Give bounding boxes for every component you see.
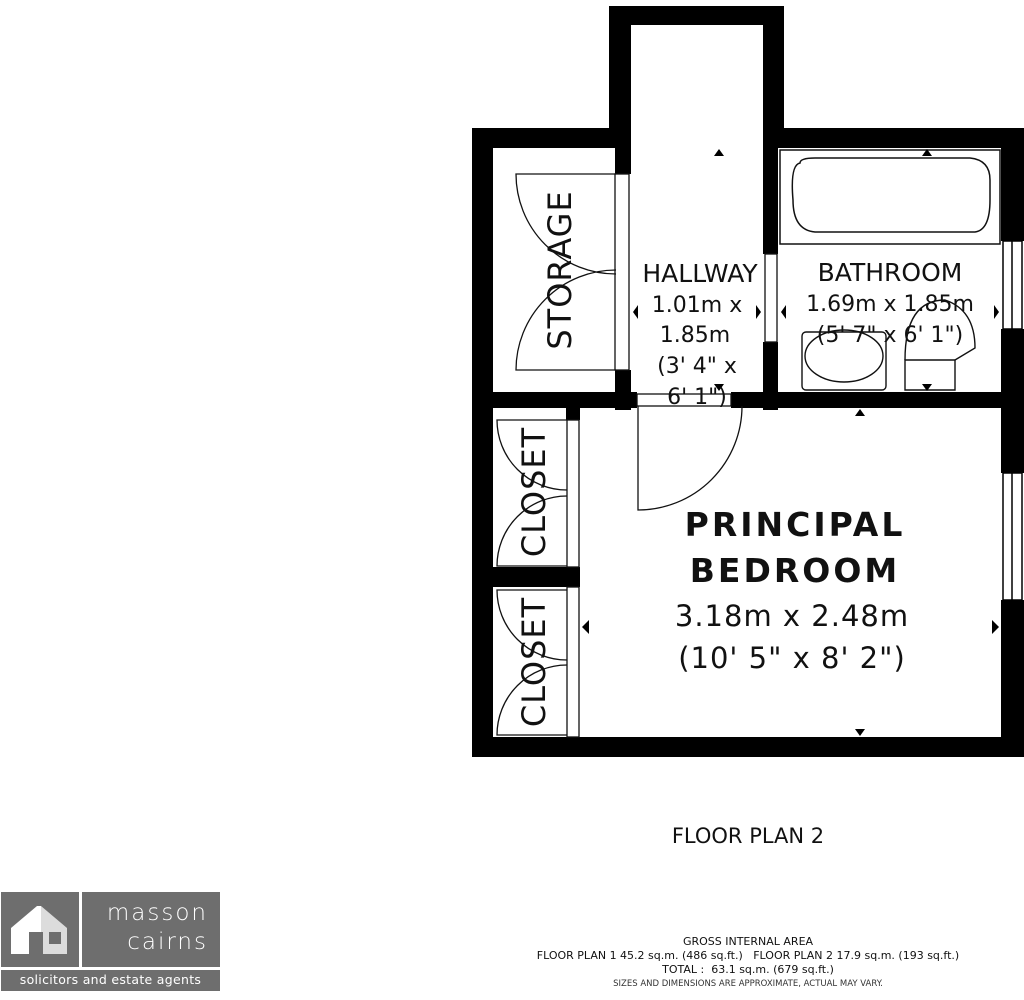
bedroom-door xyxy=(637,394,742,510)
bedroom-name-2: BEDROOM xyxy=(689,551,901,590)
hallway-dim-4: 6' 1") xyxy=(667,385,727,410)
logo-word-2: cairns xyxy=(127,929,208,955)
bathroom-label xyxy=(806,258,974,348)
area-disclaimer: SIZES AND DIMENSIONS ARE APPROXIMATE, ACTUAL MAY VARY. xyxy=(613,979,883,989)
area-total: TOTAL : 63.1 sq.m. (679 sq.ft.) xyxy=(662,963,834,976)
hallway-label xyxy=(642,259,758,410)
house-icon xyxy=(1,892,79,967)
area-heading: GROSS INTERNAL AREA xyxy=(682,935,814,948)
hallway-dim-1: 1.01m x xyxy=(651,293,743,318)
logo-tagline-box xyxy=(1,970,220,991)
closet-lower-label: CLOSET xyxy=(515,596,553,728)
hallway-name: HALLWAY xyxy=(642,259,758,288)
hallway-dim-3: (3' 4" x xyxy=(657,354,737,379)
bathroom-dim-metric: 1.69m x 1.85m xyxy=(806,292,974,317)
floor-plan-title: FLOOR PLAN 2 xyxy=(671,824,825,848)
bedroom-label xyxy=(675,505,909,675)
logo-word-1: masson xyxy=(106,900,208,926)
bathroom-name: BATHROOM xyxy=(817,258,963,287)
bathtub xyxy=(780,150,1000,244)
storage-label: STORAGE xyxy=(541,190,579,350)
agent-logo xyxy=(1,892,220,991)
bathroom-dim-imperial: (5' 7" x 6' 1") xyxy=(816,323,964,348)
gross-internal-area xyxy=(480,935,1016,991)
bedroom-name-1: PRINCIPAL xyxy=(684,505,906,544)
hallway-dim-2: 1.85m xyxy=(659,323,731,348)
logo-tagline: solicitors and estate agents xyxy=(19,972,202,987)
logo-wordmark xyxy=(82,892,220,967)
bathroom-door xyxy=(765,254,777,342)
bedroom-dim-metric: 3.18m x 2.48m xyxy=(674,599,910,633)
closet-upper-label: CLOSET xyxy=(515,426,553,558)
bedroom-dim-imperial: (10' 5" x 8' 2") xyxy=(678,641,906,675)
area-line: FLOOR PLAN 1 45.2 sq.m. (486 sq.ft.) FLOOR PLAN 2 17.9 sq.m. (193 sq.ft.) xyxy=(536,949,960,962)
